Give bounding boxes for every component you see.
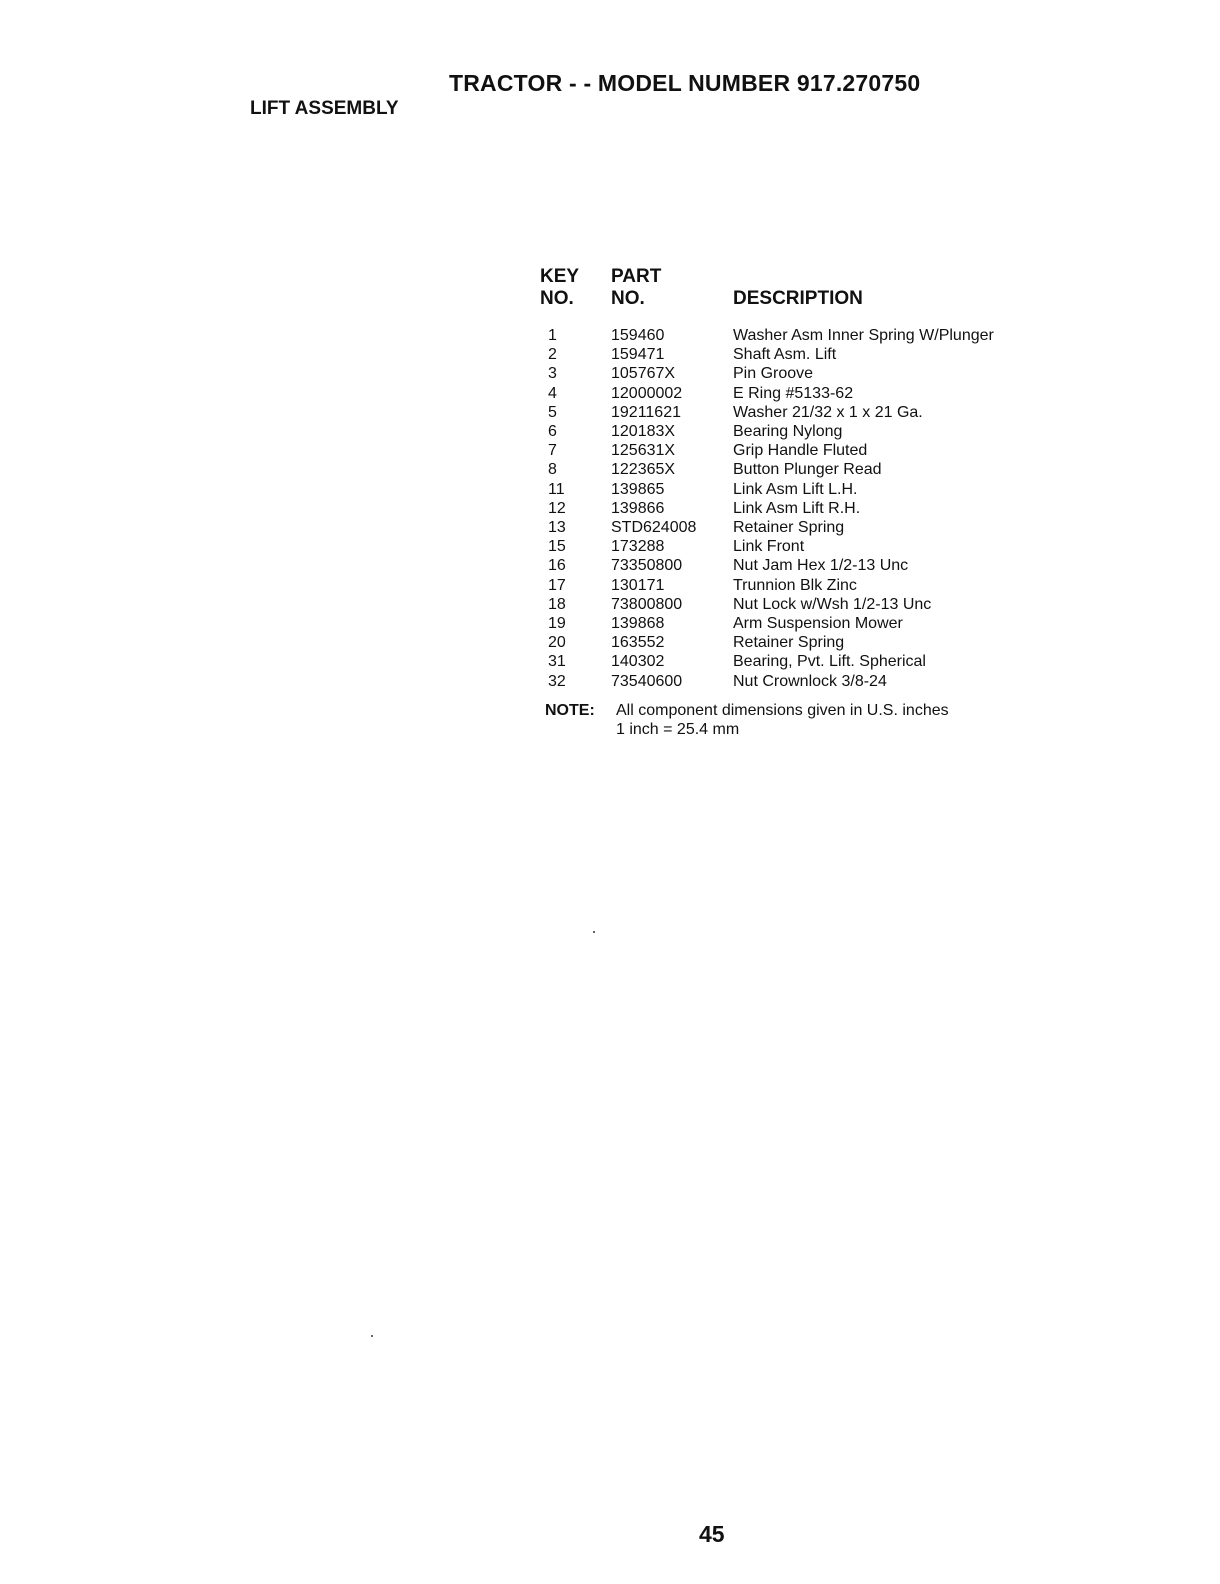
part-no-cell: 139866	[611, 499, 665, 517]
parts-table-body	[548, 326, 994, 691]
table-row	[548, 499, 994, 518]
key-no-cell: 4	[548, 384, 557, 402]
description-cell: Bearing Nylong	[733, 423, 843, 441]
note-label: NOTE:	[545, 702, 595, 719]
part-no-cell: 173288	[611, 538, 665, 556]
part-no-cell: 73350800	[611, 557, 683, 575]
part-no-cell: 125631X	[611, 442, 676, 460]
table-row	[548, 422, 994, 441]
page-number: 45	[699, 1521, 725, 1547]
table-row	[548, 576, 994, 595]
page-title: TRACTOR - - MODEL NUMBER 917.270750	[449, 70, 921, 96]
part-no-cell: 122365X	[611, 461, 676, 479]
part-no-cell: 73800800	[611, 595, 683, 613]
part-no-cell: 139865	[611, 480, 665, 498]
part-no-cell: STD624008	[611, 519, 697, 537]
table-row	[548, 652, 994, 671]
description-cell: Arm Suspension Mower	[733, 615, 903, 633]
description-cell: Nut Jam Hex 1/2-13 Unc	[733, 557, 909, 575]
note-text-line1: All component dimensions given in U.S. inches	[616, 702, 949, 719]
description-cell: Nut Lock w/Wsh 1/2-13 Unc	[733, 595, 932, 613]
key-no-cell: 6	[548, 423, 557, 441]
section-title: LIFT ASSEMBLY	[250, 98, 399, 119]
part-header-line1: PART	[611, 266, 662, 287]
key-header-line2: NO.	[540, 288, 574, 309]
table-row	[548, 345, 994, 364]
key-no-header	[540, 266, 579, 310]
table-row	[548, 537, 994, 556]
key-no-cell: 11	[548, 480, 565, 498]
key-no-cell: 7	[548, 442, 557, 460]
description-cell: Bearing, Pvt. Lift. Spherical	[733, 653, 926, 671]
key-no-cell: 5	[548, 403, 557, 421]
part-no-cell: 12000002	[611, 384, 683, 402]
table-row	[548, 614, 994, 633]
part-no-cell: 159471	[611, 346, 665, 364]
dimensions-note	[545, 701, 949, 739]
table-row	[548, 518, 994, 537]
note-line1	[545, 701, 949, 720]
key-no-cell: 31	[548, 653, 566, 671]
key-no-cell: 17	[548, 576, 566, 594]
part-no-cell: 19211621	[611, 403, 681, 421]
key-no-cell: 3	[548, 365, 557, 383]
part-header-line2: NO.	[611, 288, 645, 309]
description-cell: Pin Groove	[733, 365, 814, 383]
table-row	[548, 403, 994, 422]
scan-speck	[593, 931, 595, 933]
key-header-line1: KEY	[540, 266, 580, 287]
description-cell: Retainer Spring	[733, 519, 845, 537]
description-cell: Link Asm Lift L.H.	[733, 480, 858, 498]
description-header: DESCRIPTION	[733, 288, 863, 309]
description-cell: Nut Crownlock 3/8-24	[733, 672, 887, 690]
part-no-cell: 120183X	[611, 423, 676, 441]
part-no-cell: 130171	[611, 576, 665, 594]
description-cell: Shaft Asm. Lift	[733, 346, 837, 364]
part-no-header	[611, 266, 661, 310]
description-cell: Trunnion Blk Zinc	[733, 576, 857, 594]
description-cell: Retainer Spring	[733, 634, 845, 652]
description-cell: E Ring #5133-62	[733, 384, 854, 402]
key-no-cell: 1	[548, 327, 557, 344]
description-cell: Washer Asm Inner Spring W/Plunger	[733, 327, 994, 344]
part-no-cell: 163552	[611, 634, 665, 652]
scan-speck	[371, 1335, 373, 1337]
key-no-cell: 32	[548, 672, 566, 690]
table-row	[548, 556, 994, 575]
part-no-cell: 73540600	[611, 672, 683, 690]
part-no-cell: 105767X	[611, 365, 676, 383]
description-cell: Washer 21/32 x 1 x 21 Ga.	[733, 403, 923, 421]
table-row	[548, 326, 994, 345]
key-no-cell: 20	[548, 634, 566, 652]
key-no-cell: 15	[548, 538, 566, 556]
key-no-cell: 2	[548, 346, 557, 364]
part-no-cell: 139868	[611, 615, 665, 633]
table-row	[548, 384, 994, 403]
note-text-line2: 1 inch = 25.4 mm	[616, 721, 740, 738]
table-row	[548, 480, 994, 499]
part-no-cell: 140302	[611, 653, 665, 671]
key-no-cell: 19	[548, 615, 566, 633]
description-cell: Link Asm Lift R.H.	[733, 499, 861, 517]
key-no-cell: 16	[548, 557, 566, 575]
key-no-cell: 13	[548, 519, 566, 537]
table-row	[548, 595, 994, 614]
table-row	[548, 441, 994, 460]
table-row	[548, 672, 994, 691]
part-no-cell: 159460	[611, 327, 665, 344]
table-row	[548, 364, 994, 383]
key-no-cell: 12	[548, 499, 566, 517]
description-cell: Grip Handle Fluted	[733, 442, 868, 460]
key-no-cell: 8	[548, 461, 557, 479]
parts-table	[548, 326, 994, 691]
description-cell: Link Front	[733, 538, 805, 556]
key-no-cell: 18	[548, 595, 566, 613]
description-cell: Button Plunger Read	[733, 461, 882, 479]
table-row	[548, 633, 994, 652]
table-row	[548, 460, 994, 479]
